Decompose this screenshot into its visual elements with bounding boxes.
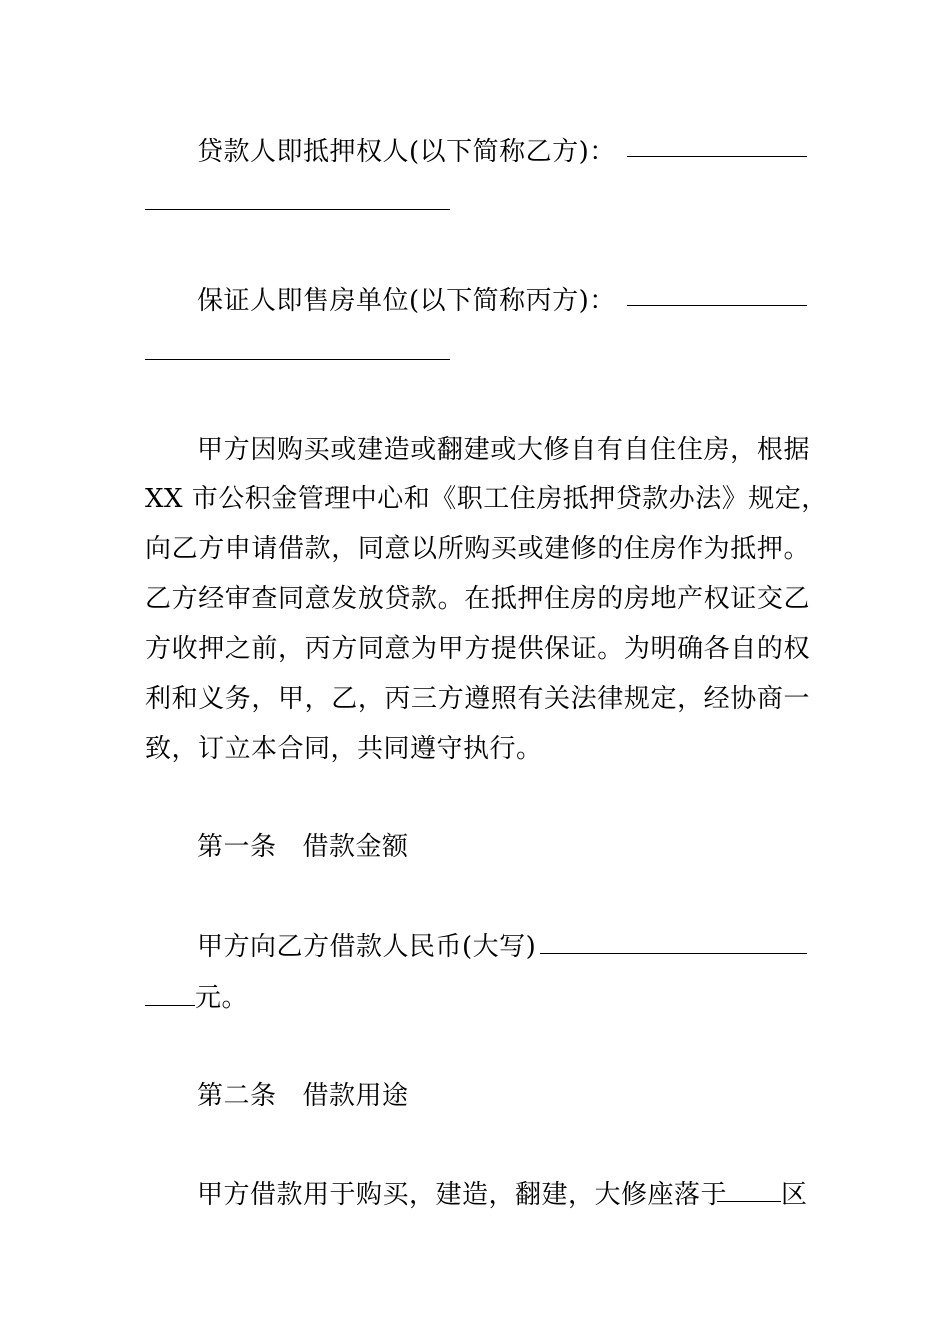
- intro-line-4: 乙方经审查同意发放贷款。在抵押住房的房地产权证交乙: [145, 584, 810, 614]
- lender-blank-1: [627, 156, 807, 157]
- article-2-sentence: 甲方借款用于购买，建造，翻建，大修座落于: [197, 1180, 728, 1210]
- amount-blank-1: [540, 953, 807, 954]
- intro-line-3: 向乙方申请借款，同意以所购买或建修的住房作为抵押。: [145, 534, 810, 564]
- article-2-title: 借款用途: [302, 1081, 409, 1111]
- guarantor-label: 保证人即售房单位(以下简称丙方)：: [197, 286, 616, 316]
- amount-blank-2: [145, 983, 195, 1006]
- article-1-unit: 元。: [195, 983, 249, 1013]
- article-1-sentence: 甲方向乙方借款人民币(大写): [197, 932, 537, 962]
- guarantor-line: [197, 283, 810, 319]
- article-2-text: [197, 1177, 810, 1213]
- intro-line-6: 利和义务，甲，乙，丙三方遵照有关法律规定，经协商一: [145, 684, 810, 714]
- lender-line: [197, 134, 810, 170]
- district-blank: [717, 1201, 781, 1202]
- intro-line-7: 致，订立本合同，共同遵守执行。: [145, 734, 543, 764]
- intro-line-2: XX 市公积金管理中心和《职工住房抵押贷款办法》规定，: [145, 484, 828, 514]
- lender-label: 贷款人即抵押权人(以下简称乙方)：: [197, 137, 616, 167]
- article-1-heading: [197, 829, 810, 865]
- article-1-text: [197, 929, 810, 965]
- article-2-number: 第二条: [197, 1081, 277, 1111]
- intro-line-1: 甲方因购买或建造或翻建或大修自有自住住房，根据: [197, 435, 810, 465]
- intro-line-5: 方收押之前，丙方同意为甲方提供保证。为明确各自的权: [145, 634, 810, 664]
- article-2-heading: [197, 1078, 810, 1114]
- guarantor-blank-1: [627, 305, 807, 306]
- article-1-text-cont: [145, 980, 810, 1016]
- lender-blank-2: [145, 209, 450, 210]
- guarantor-blank-2: [145, 359, 450, 360]
- article-2-end: 区: [781, 1180, 808, 1210]
- article-1-title: 借款金额: [302, 832, 409, 862]
- article-1-number: 第一条: [197, 832, 277, 862]
